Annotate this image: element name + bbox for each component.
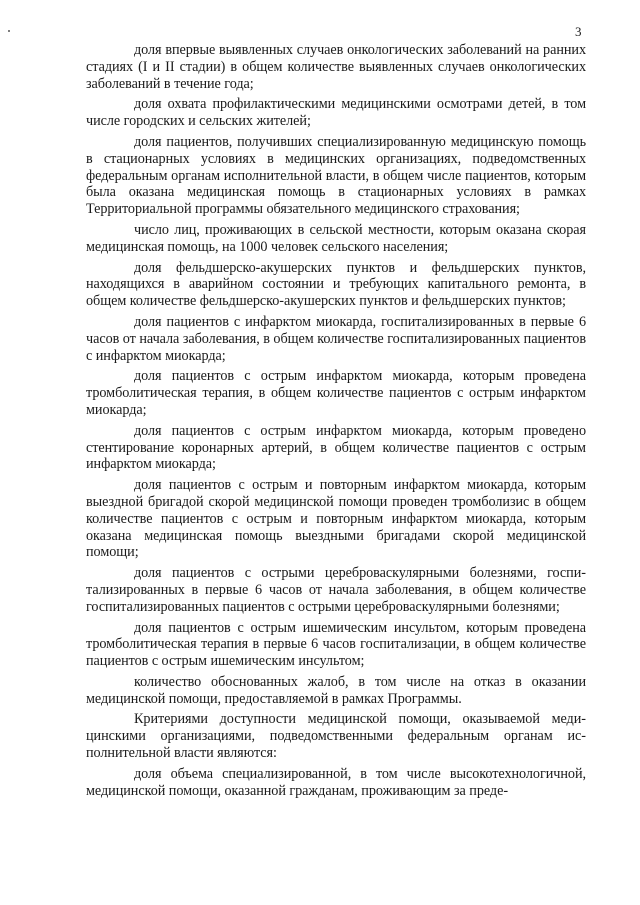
paragraph: доля пациентов с острым ишемическим инсультом, которым проведена тромболитическая терапия в первые 6 часов госпитализации, в общем количестве пациентов с острым ишемическим инсультом;	[86, 619, 586, 670]
paragraph: доля фельдшерско-акушерских пунктов и фельдшерских пунктов, находящихся в аварийном состоянии и требующих капитального ремонта, в общем количестве фельдшерско-акушерских пунктов и фельдшерских пунктов;	[86, 259, 586, 310]
paragraph: доля пациентов с острым инфарктом миокарда, которым проведено стентирование коронарных артерий, в общем количестве пациентов с острым инфарктом миокарда;	[86, 422, 586, 473]
paragraph: Критериями доступности медицинской помощи, оказываемой медицинскими организациями, подведомственными федеральным органам исполнительной власти являются:	[86, 711, 586, 762]
paragraph: доля объема специализированной, в том числе высокотехнологичной, медицинской помощи, оказанной гражданам, проживающим за преде-	[86, 765, 586, 799]
paragraph: доля впервые выявленных случаев онкологических заболеваний на ранних стадиях (I и II стадии) в общем количестве выявленных случаев онкологических заболеваний в течение года;	[86, 42, 586, 92]
document-body	[86, 42, 586, 803]
paragraph: доля охвата профилактическими медицинскими осмотрами детей, в том числе городских и сельских жителей;	[86, 96, 586, 130]
paragraph: количество обоснованных жалоб, в том числе на отказ в оказании медицинской помощи, предоставляемой в рамках Программы.	[86, 673, 586, 707]
page-number: 3	[575, 24, 582, 39]
scan-artifact-dot	[8, 30, 10, 32]
paragraph: число лиц, проживающих в сельской местности, которым оказана скорая медицинская помощь, на 1000 человек сельского населения;	[86, 221, 586, 255]
paragraph: доля пациентов с острым инфарктом миокарда, которым проведена тромболитическая терапия, в общем количестве пациентов с острым инфарктом миокарда;	[86, 368, 586, 418]
paragraph: доля пациентов с острым и повторным инфарктом миокарда, которым выездной бригадой скорой медицинской помощи проведен тромболизис в общем количестве пациентов с острым и повторным инфарктом миокарда, которым оказана медицинская помощь выездными бригадами скорой медицинской помощи;	[86, 477, 586, 561]
paragraph: доля пациентов с инфарктом миокарда, госпитализированных в первые 6 часов от начала заболевания, в общем количестве госпитализированных пациентов с инфарктом миокарда;	[86, 313, 586, 364]
paragraph: доля пациентов, получивших специализированную медицинскую помощь в стационарных условиях в медицинских организациях, подведомственных федеральным органам исполнительной власти, в общем числе пациентов, которым была оказана медицинская помощь в стационарных условиях в рамках Территориальной программы обязательного медицинского страхования;	[86, 133, 586, 218]
paragraph: доля пациентов с острыми цереброваскулярными болезнями, госпитализированных в первые 6 часов от начала заболевания, в общем количестве госпитализированных пациентов с острыми цереброваскулярными болезнями;	[86, 565, 586, 615]
